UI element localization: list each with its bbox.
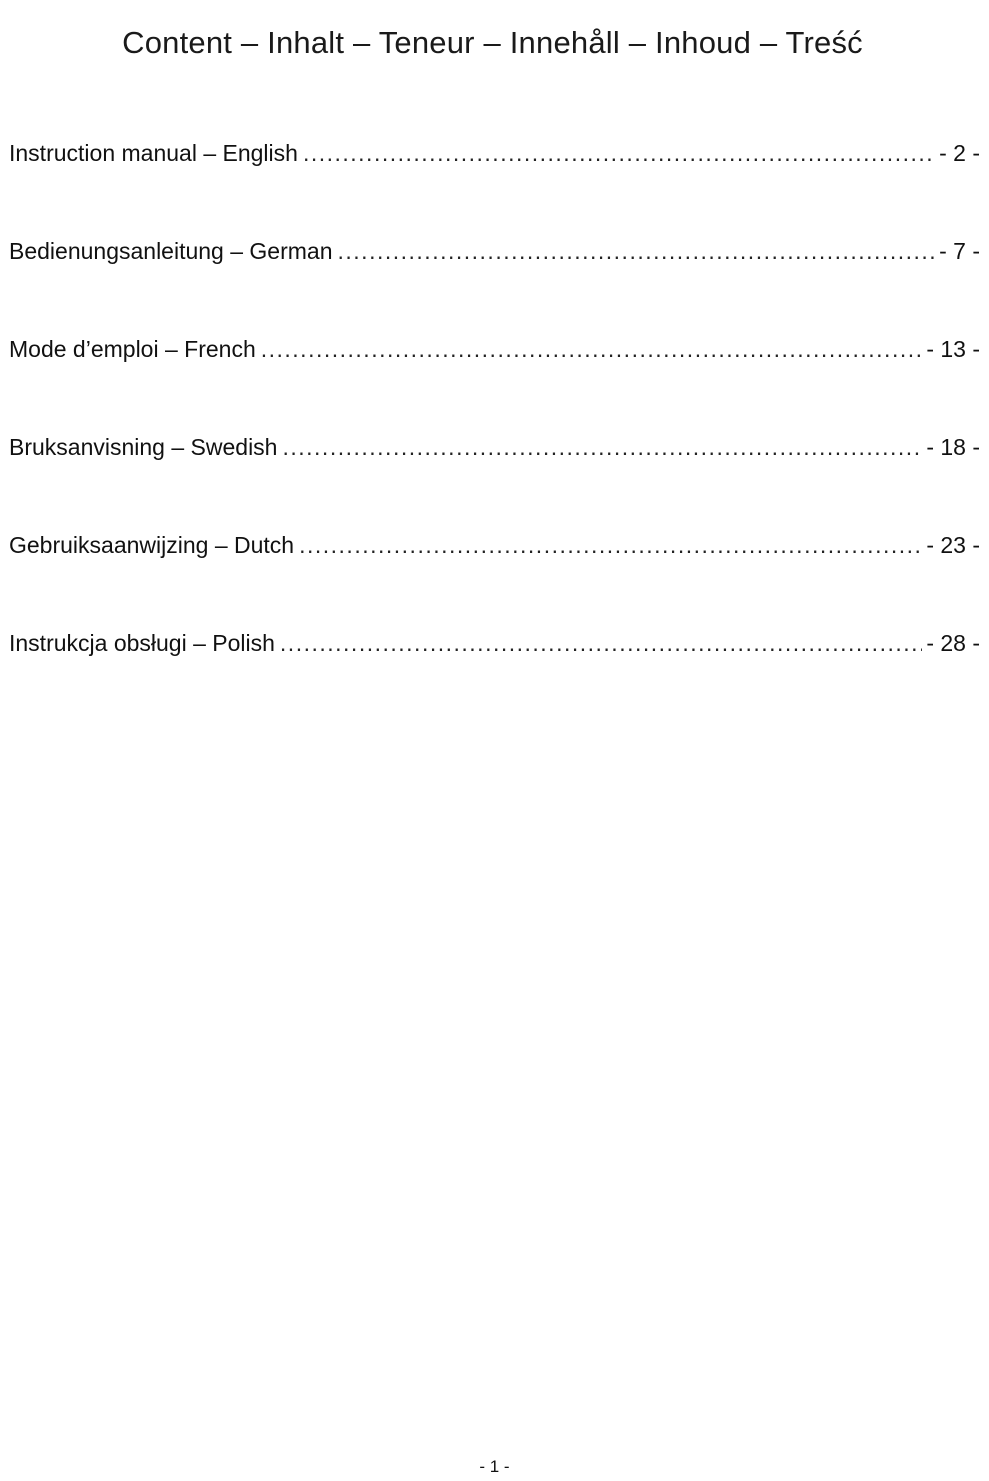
toc-dot-leader bbox=[303, 138, 935, 168]
page-number: - 1 - bbox=[479, 1457, 510, 1476]
toc-dot-leader bbox=[299, 530, 922, 560]
page-title: Content – Inhalt – Teneur – Innehåll – Inhoud – Treść bbox=[122, 24, 863, 60]
toc-entry-label: Gebruiksaanwijzing – Dutch bbox=[9, 532, 295, 558]
toc-entry-polish[interactable] bbox=[9, 628, 980, 726]
toc-entry-page: - 28 - bbox=[926, 630, 980, 656]
toc-entry-page: - 7 - bbox=[939, 238, 980, 264]
toc-entry-dutch[interactable] bbox=[9, 530, 980, 628]
toc-entry-page: - 2 - bbox=[939, 140, 980, 166]
toc-dot-leader bbox=[280, 628, 922, 658]
toc-entry-swedish[interactable] bbox=[9, 432, 980, 530]
toc-entry-label: Bruksanvisning – Swedish bbox=[9, 434, 278, 460]
table-of-contents bbox=[9, 138, 980, 726]
toc-entry-page: - 18 - bbox=[926, 434, 980, 460]
toc-entry-label: Bedienungsanleitung – German bbox=[9, 238, 333, 264]
toc-entry-english[interactable] bbox=[9, 138, 980, 236]
toc-entry-page: - 13 - bbox=[926, 336, 980, 362]
toc-dot-leader bbox=[282, 432, 922, 462]
toc-entry-french[interactable] bbox=[9, 334, 980, 432]
toc-dot-leader bbox=[261, 334, 923, 364]
toc-entry-label: Instrukcja obsługi – Polish bbox=[9, 630, 275, 656]
toc-entry-label: Mode d’emploi – French bbox=[9, 336, 256, 362]
toc-entry-label: Instruction manual – English bbox=[9, 140, 298, 166]
toc-dot-leader bbox=[338, 236, 936, 266]
toc-entry-page: - 23 - bbox=[926, 532, 980, 558]
toc-entry-german[interactable] bbox=[9, 236, 980, 334]
